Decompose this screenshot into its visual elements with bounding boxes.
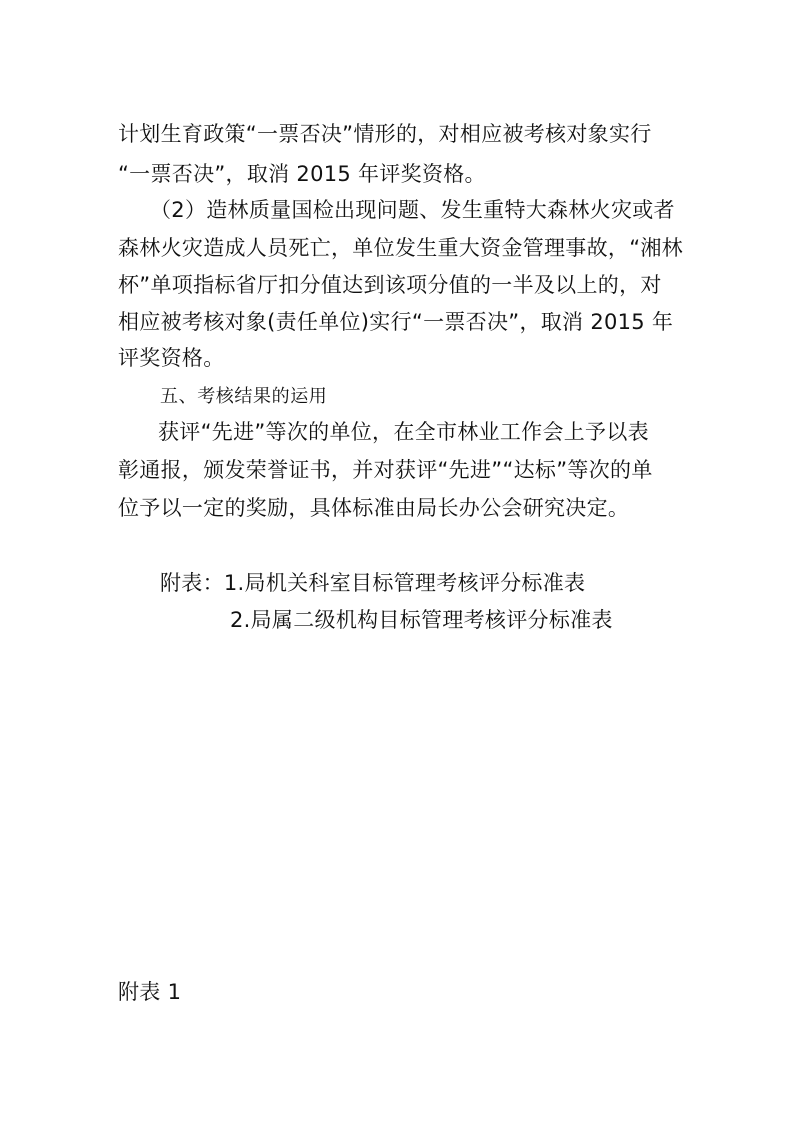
- attachment-line: 2.局属二级机构目标管理考核评分标准表: [230, 608, 613, 632]
- paragraph-line: “一票否决”，取消 2015 年评奖资格。: [118, 162, 486, 186]
- attachment-line: 附表：1.局机关科室目标管理考核评分标准表: [160, 571, 586, 595]
- paragraph-line: 计划生育政策“一票否决”情形的，对相应被考核对象实行: [118, 122, 652, 146]
- paragraph-line: （2）造林质量国检出现问题、发生重特大森林火灾或者: [150, 198, 675, 222]
- paragraph-line: 彰通报，颁发荣誉证书，并对获评“先进”“达标”等次的单: [118, 458, 653, 482]
- appendix-label: 附表 1: [118, 980, 182, 1004]
- paragraph-line: 获评“先进”等次的单位，在全市林业工作会上予以表: [158, 420, 649, 444]
- section-heading: 五、考核结果的运用: [160, 386, 328, 407]
- paragraph-line: 位予以一定的奖励，具体标准由局长办公会研究决定。: [118, 496, 630, 520]
- paragraph-line: 评奖资格。: [118, 346, 225, 370]
- paragraph-line: 相应被考核对象(责任单位)实行“一票否决”，取消 2015 年: [118, 310, 674, 334]
- paragraph-line: 杯”单项指标省厅扣分值达到该项分值的一半及以上的，对: [118, 273, 662, 297]
- paragraph-line: 森林火灾造成人员死亡，单位发生重大资金管理事故，“湘林: [118, 236, 683, 260]
